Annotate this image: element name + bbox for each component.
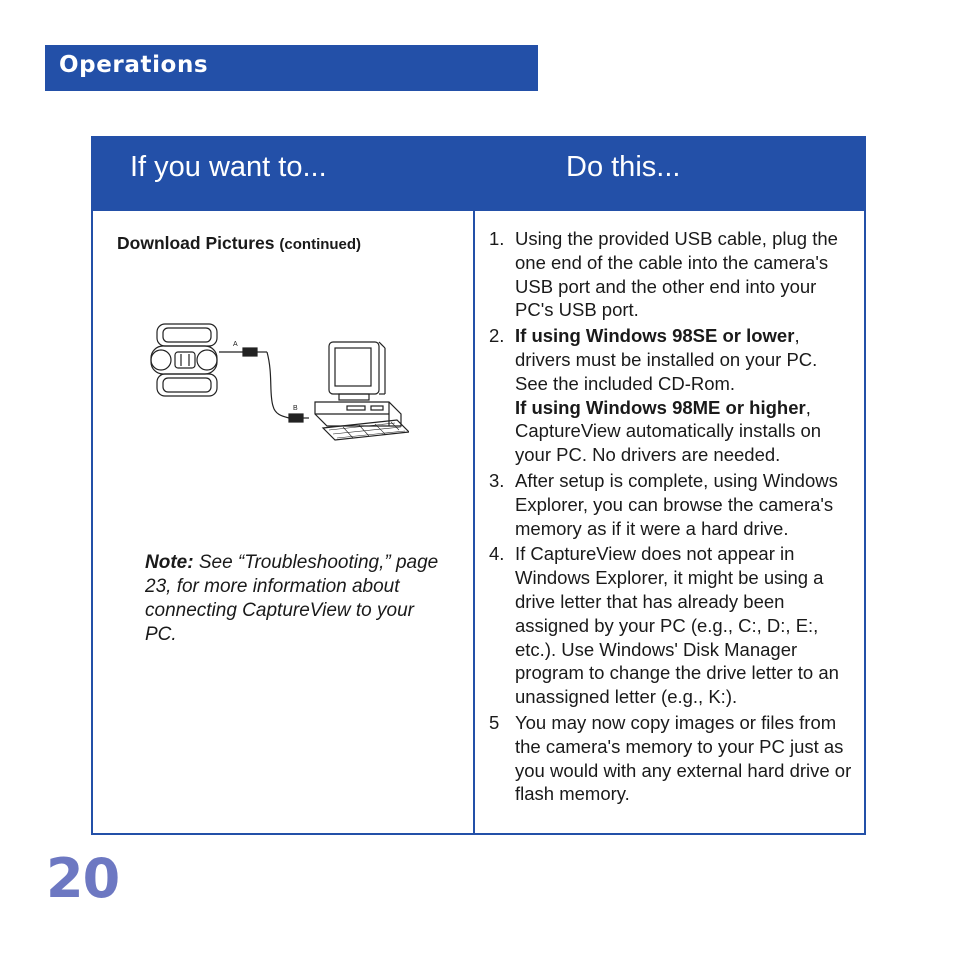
page-number: 20 — [46, 847, 120, 910]
task-title-suffix: (continued) — [279, 236, 362, 253]
right-column-header — [475, 138, 864, 211]
column-divider — [473, 138, 475, 833]
step-text: , drivers must be installed on your PC. See the included CD-Rom. — [515, 325, 818, 394]
right-header-text: Do this... — [566, 151, 681, 183]
step-1 — [489, 227, 854, 322]
cable-end-b-label: B — [293, 405, 298, 412]
step-text: , CaptureView automatically installs on your PC. No drivers are needed. — [515, 396, 822, 466]
instructions-table — [91, 136, 866, 835]
step-number: 4. — [489, 543, 505, 565]
step-number: 3. — [489, 469, 505, 491]
step-number: 2. — [489, 325, 505, 347]
steps-list — [489, 227, 854, 808]
task-title-main: Download Pictures — [117, 233, 275, 253]
note — [145, 551, 450, 647]
note-label: Note: — [145, 552, 194, 573]
note-text: See “Troubleshooting,” page 23, for more information about connecting CaptureView to your PC. — [145, 552, 439, 645]
step-bold-text: If using Windows 98SE or lower — [515, 325, 795, 347]
step-number: 5 — [489, 711, 500, 733]
section-header — [45, 45, 538, 91]
step-number: 1. — [489, 228, 505, 249]
step-text: After setup is complete, using Windows Explorer, you can browse the camera's memory as if it were a hard drive. — [515, 469, 838, 539]
section-title: Operations — [59, 52, 209, 78]
task-title — [117, 233, 361, 254]
left-column-header — [93, 138, 473, 211]
cable-end-a-label: A — [233, 341, 238, 348]
step-bold-text: If using Windows 98ME or higher — [515, 396, 806, 418]
step-5 — [489, 711, 854, 806]
step-4 — [489, 542, 854, 709]
left-header-text: If you want to... — [130, 151, 327, 183]
step-2 — [489, 324, 854, 467]
step-3 — [489, 469, 854, 540]
step-text: You may now copy images or files from the camera's memory to your PC just as you would with any external hard drive or flash memory. — [515, 711, 852, 805]
step-text: Using the provided USB cable, plug the one end of the cable into the camera's USB port and the other end into your PC's USB port. — [515, 228, 838, 321]
usb-camera-to-pc-icon — [147, 314, 409, 442]
step-text: If CaptureView does not appear in Windows Explorer, it might be using a drive letter that has already been assigned by your PC (e.g., C:, D:, E:, etc.). Use Windows' Disk Manager program to change the drive letter to an unassigned letter (e.g., K:). — [515, 543, 839, 708]
